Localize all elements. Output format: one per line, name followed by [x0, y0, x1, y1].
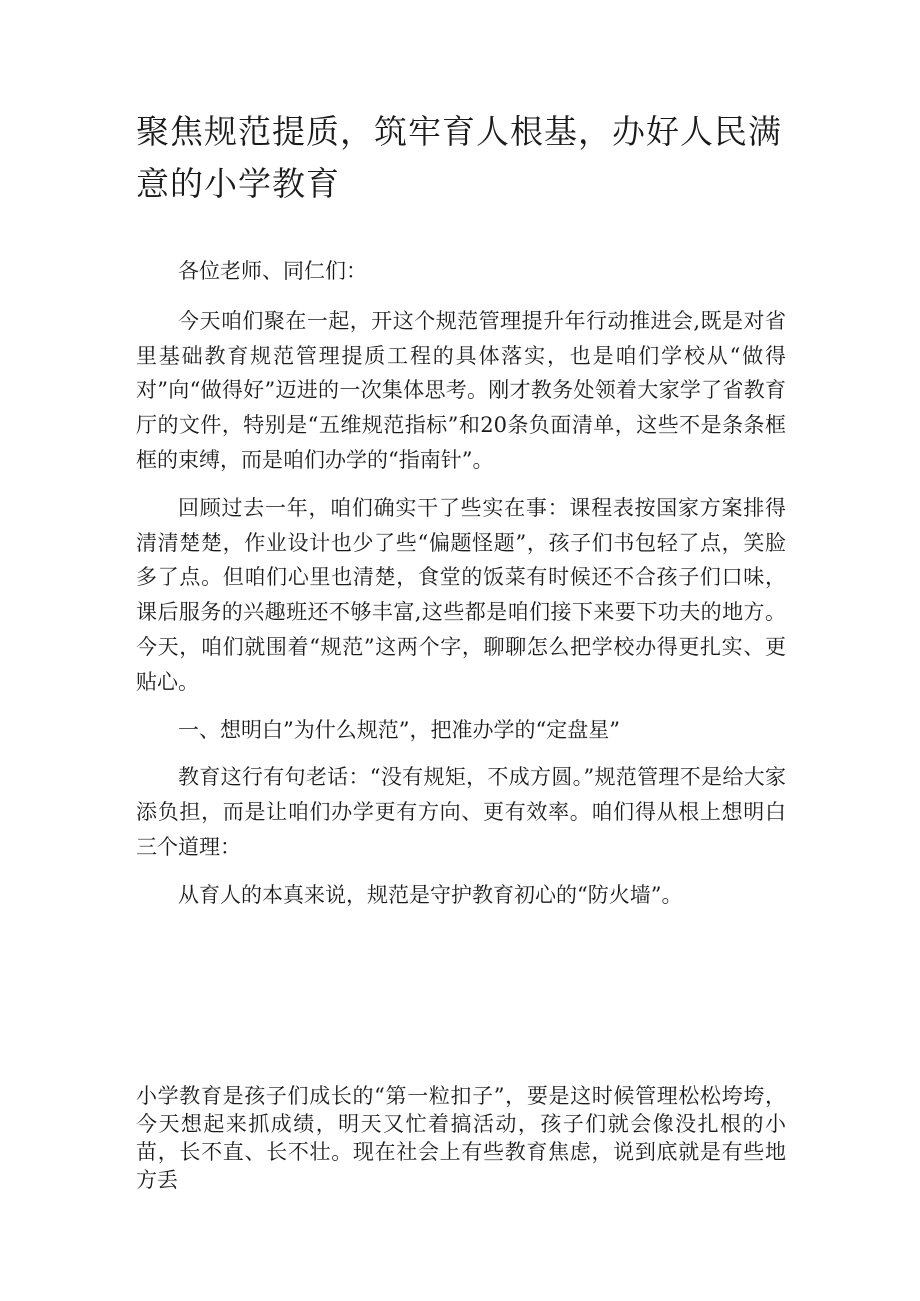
body-paragraph-flush: 小学教育是孩子们成长的“第一粒扣子”，要是这时候管理松松垮垮，今天想起来抓成绩，明天又忙着搞活动，孩子们就会像没扎根的小苗，长不直、长不壮。现在社会上有些教育焦虑，说到底就是有些地方丢 [136, 1084, 786, 1192]
document-body [136, 254, 786, 913]
greeting-paragraph: 各位老师、同仁们： [178, 259, 367, 283]
body-paragraph: 今天咱们聚在一起，开这个规范管理提升年行动推进会,既是对省里基础教育规范管理提质工程的具体落实，也是咱们学校从“做得对”向“做得好”迈进的一次集体思考。刚才教务处领着大家学了省教育厅的文件，特别是“五维规范指标”和20条负面清单，这些不是条条框框的束缚，而是咱们办学的“指南针”。 [136, 308, 786, 472]
body-paragraph: 回顾过去一年，咱们确实干了些实在事：课程表按国家方案排得清清楚楚，作业设计也少了些“偏题怪题”，孩子们书包轻了点，笑脸多了点。但咱们心里也清楚，食堂的饭菜有时候还不合孩子们口味，课后服务的兴趣班还不够丰富,这些都是咱们接下来要下功夫的地方。今天，咱们就围着“规范”这两个字，聊聊怎么把学校办得更扎实、更贴心。 [136, 495, 786, 694]
body-paragraph: 教育这行有句老话：“没有规矩，不成方圆。”规范管理不是给大家添负担，而是让咱们办学更有方向、更有效率。咱们得从根上想明白三个道理： [136, 765, 786, 859]
section-heading: 一、想明白”为什么规范”，把准办学的“定盘星” [178, 717, 620, 742]
body-paragraph: 从育人的本真来说，规范是守护教育初心的“防火墙”。 [178, 882, 683, 907]
document-title: 聚焦规范提质，筑牢育人根基，办好人民满意的小学教育 [136, 112, 782, 203]
